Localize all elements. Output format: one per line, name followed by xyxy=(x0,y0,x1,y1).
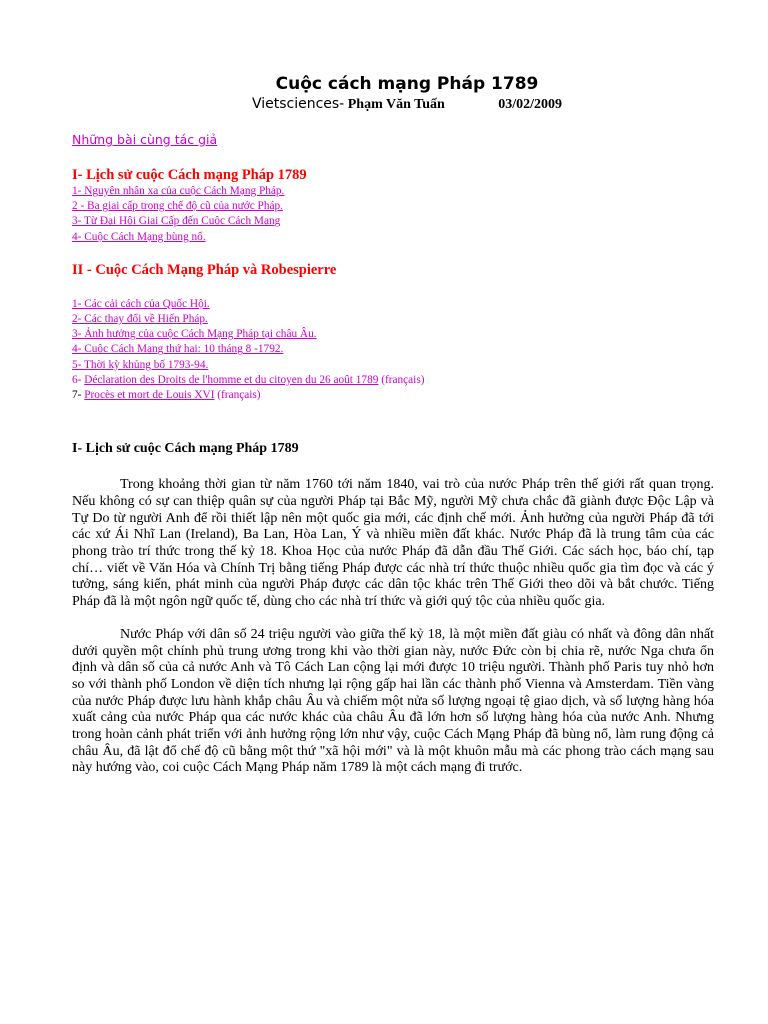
list-item xyxy=(72,230,714,245)
language-note: (français) xyxy=(217,389,261,402)
list-item xyxy=(72,327,714,342)
site-name: Vietsciences- xyxy=(251,96,345,112)
toc-link[interactable]: 1- Nguyên nhân xa của cuộc Cách Mạng Pháp. xyxy=(72,185,285,197)
list-item xyxy=(72,373,714,388)
toc-link[interactable]: 3- Ảnh hưởng của cuộc Cách Mạng Pháp tại châu Âu. xyxy=(72,328,317,341)
byline xyxy=(100,95,714,114)
language-note: (français) xyxy=(381,373,425,386)
link-prefix: 7- xyxy=(72,389,82,402)
list-item xyxy=(72,358,714,373)
toc-link[interactable]: 4- Cuộc Cách Mạng thứ hai: 10 tháng 8 -1792. xyxy=(72,343,284,356)
body-paragraph: Trong khoảng thời gian từ năm 1760 tới năm 1840, vai trò của nước Pháp trên thế giới rất quan trọng. Nếu không có sự can thiệp quân sự của người Pháp tại Bắc Mỹ, người Mỹ chưa chắc đã giành được Độc Lập và Tự Do từ người Anh để rồi thiết lập nên một quốc gia mới, các định chế mới. Ảnh hưởng của người Pháp đã tới các xứ Ái Nhĩ Lan (Ireland), Ba Lan, Hòa Lan, Ý và nhiều miền đất khác. Nước Pháp đã là trung tâm của các phong trào trí thức trong thế kỷ 18. Khoa Học của nước Pháp đã dẫn đầu Thế Giới. Các sách học, báo chí, tạp chí… viết về Văn Hóa và Chính Trị bằng tiếng Pháp được các nhà trí thức thuộc nhiều quốc gia tìm đọc và các ý tưởng, sáng kiến, phát minh của người Pháp được các dân tộc khác trên Thế Giới theo dõi và bắt chước. Tiếng Pháp đã là một ngôn ngữ quốc tế, dùng cho các nhà trí thức và giới quý tộc của nhiều quốc gia. xyxy=(72,477,714,610)
section1-heading: I- Lịch sử cuộc Cách mạng Pháp 1789 xyxy=(72,167,307,183)
body-paragraph: Nước Pháp với dân số 24 triệu người vào giữa thế kỷ 18, là một miền đất giàu có nhất và đông dân nhất dưới quyền một chính phủ trung ương trong khi vào thời gian này, nước Đức còn bị chia rẽ, nước Nga chưa ổn định và dân số của cả nước Anh và Tô Cách Lan cộng lại mới được 10 triệu người. Thành phố Paris tuy nhỏ hơn so với thành phố London về diện tích nhưng lại rộng gấp hai lần các thành phố Vienna và Amsterdam. Tiền vàng của nước Pháp được lưu hành khắp châu Âu và chiếm một nửa số lượng ngoại tệ giao dịch, và số lượng hàng hóa xuất cảng của nước Pháp qua các nước khác của châu Âu đã lớn hơn số lượng hàng hóa của nước Anh. Nhưng trong hoàn cảnh phát triển với ảnh hưởng rộng lớn như vậy, cuộc Cách Mạng Pháp đã bùng nổ, làm rung động cả châu Âu, đã lật đổ chế độ cũ bằng một thứ "xã hội mới" và là một khuôn mẫu mà các phong trào cách mạng sau này hướng vào, coi cuộc Cách Mạng Pháp năm 1789 là một cách mạng đi trước. xyxy=(72,626,714,776)
list-item xyxy=(72,388,714,403)
toc-link[interactable]: 3- Từ Đại Hội Giai Cấp đến Cuộc Cách Mạng xyxy=(72,215,281,228)
toc-link[interactable]: 4- Cuộc Cách Mạng bùng nổ. xyxy=(72,230,206,243)
author-name: Phạm Văn Tuấn xyxy=(347,97,445,112)
list-item xyxy=(72,199,714,214)
toc-link[interactable]: 2- Các thay đổi về Hiến Pháp. xyxy=(72,313,208,326)
section2-heading: II - Cuộc Cách Mạng Pháp và Robespierre xyxy=(72,261,337,278)
toc-link-french[interactable]: Déclaration des Droits de l'homme et du citoyen du 26 août 1789 xyxy=(84,373,379,386)
section2-link-list xyxy=(72,297,714,403)
document-page xyxy=(72,74,714,791)
article-section-heading: I- Lịch sử cuộc Cách mạng Pháp 1789 xyxy=(72,441,299,457)
toc-link-french[interactable]: Procès et mort de Louis XVI xyxy=(84,389,215,402)
list-item xyxy=(72,312,714,327)
toc-link[interactable]: 2 - Ba giai cấp trong chế độ cũ của nước Pháp. xyxy=(72,200,283,213)
list-item xyxy=(72,214,714,229)
same-author-link[interactable]: Những bài cùng tác giả xyxy=(72,132,218,147)
link-prefix: 6- xyxy=(72,373,82,386)
page-title: Cuộc cách mạng Pháp 1789 xyxy=(275,74,539,94)
publish-date: 03/02/2009 xyxy=(498,97,563,112)
list-item xyxy=(72,184,714,199)
list-item xyxy=(72,342,714,357)
section1-link-list xyxy=(72,184,714,245)
toc-link[interactable]: 1- Các cải cách của Quốc Hội. xyxy=(72,297,210,310)
list-item xyxy=(72,297,714,312)
toc-link[interactable]: 5- Thời kỳ khủng bố 1793-94. xyxy=(72,358,209,371)
